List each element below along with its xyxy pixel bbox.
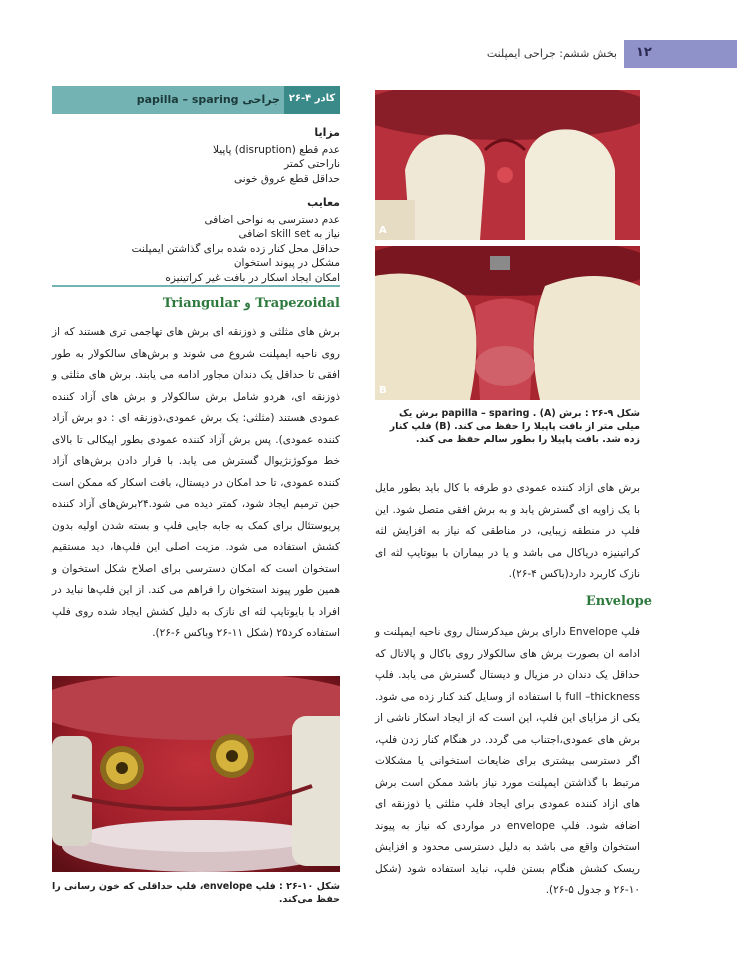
triangular-paragraph: برش های مثلثی و ذوزنقه ای برش های تهاجمی تری هستند که از روی ناحیه ایمپلنت شروع می شوند و برش‌های سالکولار به طور افقی تا حداقل یک دندان مجاور ادامه می یابند. برش های مثلثی و ذوزنقه ای، هردو شامل برش سالکولار و برش های آزاد کننده عمودی هستند (مثلثی: یک برش عمودی،ذوزنقه ای : دو برش آزاد کننده عمودی). پس برش آزاد کننده عمودی بطور اپیکالی تا بالای خط موکوژنژیوال گسترش می یابد. با قرار دادن برش‌های آزاد کننده عمودی، تا حد امکان در دیستال، بافت اسکار که ممکن است حین ترمیم ایجاد شود، کمتر دیده می شود.۲۴برش‌های آزاد کننده پریوستئال برای کمک به جابه جایی فلپ و بسته شدن اولیه بدون کشش استفاده می شود. مزیت اصلی این فلپ‌ها، دید مستقیم استخوان است که امکان دسترسی برای اصلاح شکل استخوان و همین طور پیوند استخوان را فراهم می کند. از این فلپ‌ها نباید در افراد با بایوتایپ لثه ای نازک به دلیل کشش ایجاد شده روی فلپ استفاده کرد۲۵ (شکل ۱۱-۲۶ وباکس ۶-۲۶). <box>52 326 341 639</box>
box-title: جراحی papilla – sparing <box>136 93 280 106</box>
chapter-title: بخش ششم: جراحی ایمپلنت <box>486 47 617 60</box>
list-item: ناراحتی کمتر <box>284 158 340 170</box>
envelope-paragraph: فلپ Envelope دارای برش میدکرستال روی ناحیه ایمپلنت و ادامه ان بصورت برش های سالکولار روی باکال و پالاتال که حداقل یک دندان در مزیال و دیستال گسترش می یابد. فلپ full –thickness با استفاده از وسایل کند کنار زده می شود. یکی از مزایای این فلپ، این است که از ایجاد اسکار ناشی از برش های عمودی،اجتناب می گردد. در هنگام کنار زدن فلپ، اگر دسترسی بیشتری برای ضایعات استخوانی یا مشکلات مرتبط با گذاشتن ایمپلنت مورد نیاز باشد ممکن است برش های ازاد کننده عمودی برای ایجاد فلپ مثلثی یا ذوزنقه ای اضافه شود. فلپ envelope در مواردی که نیاز به پیوند استخوان واقع می باشد به دلیل دسترسی محدود و افزایش ریسک کشش هنگام بستن فلپ، نباید استفاده شود (شکل ۱۰-۲۶ و جدول ۵-۲۶). <box>375 626 640 896</box>
list-item: نیاز به skill set اضافی <box>238 228 340 240</box>
list-item: حداقل قطع عروق خونی <box>234 172 340 185</box>
section-title-envelope: Envelope <box>585 594 652 609</box>
disadvantages-list <box>52 196 340 285</box>
right-intro-paragraph: برش های ازاد کننده عمودی دو طرفه با کال باید بطور مایل با یک زاویه ای گسترش یابد و به برش افقی متصل شود. این فلپ در منطقه زیبایی، در مناطقی که نیاز به افزایش لثه کراتینیزه دریاکال می باشد و یا در بیماران با بیوتایپ لثه ای نازک کاربرد دارد(باکس ۴-۲۶). <box>375 482 640 580</box>
disadvantages-heading: معایب <box>307 196 340 209</box>
box-label: کادر ۴-۲۶ <box>288 93 336 104</box>
figure-10-caption: شکل ۱۰-۲۶ : فلپ envelope، فلپ حداقلی که خون رسانی را حفظ می‌کند. <box>52 881 340 905</box>
figure-9-caption: شکل ۹-۲۶ : برش papilla – sparing . (A) برش یک میلی متر از بافت پاپیلا را حفظ می کند. (B) فلپ کنار زده شد. بافت پاپیلا را بطور سالم حفظ می کند. <box>389 408 640 445</box>
advantages-list <box>52 126 340 186</box>
advantages-heading: مزایا <box>314 126 340 139</box>
list-item: عدم دسترسی به نواحی اضافی <box>204 213 340 226</box>
figure-9b-label: B <box>379 385 387 396</box>
list-item: عدم قطع (disruption) پاپیلا <box>212 143 340 156</box>
page-number: ۱۲ <box>636 45 652 60</box>
figure-9a-label: A <box>379 225 387 236</box>
figure-10-photo <box>52 676 340 872</box>
box-divider <box>52 285 340 287</box>
figure-9a-photo <box>375 90 640 240</box>
section-title-triangular: Trapezoidal و Triangular <box>162 296 340 311</box>
list-item: امکان ایجاد اسکار در بافت غیر کراتینیزه <box>165 271 340 284</box>
figure-9b-photo <box>375 246 640 400</box>
list-item: حداقل محل کنار زده شده برای گذاشتن ایمپلنت <box>131 242 340 255</box>
list-item: مشکل در پیوند استخوان <box>233 257 340 269</box>
